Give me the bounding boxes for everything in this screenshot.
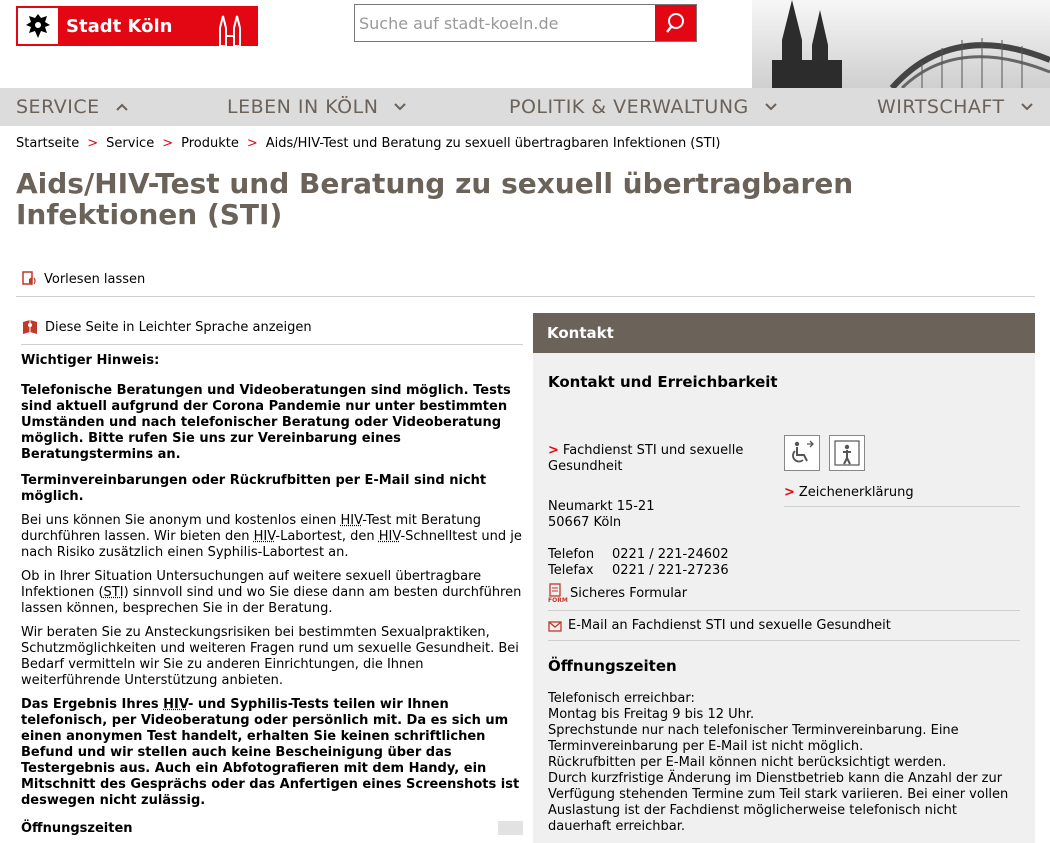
nav-item-leben-in-koeln[interactable] — [227, 88, 406, 126]
abbr-hiv: HIV — [340, 513, 363, 528]
kontakt-body — [548, 353, 1020, 834]
secure-form-label: Sicheres Formular — [570, 585, 688, 601]
search-icon — [665, 12, 687, 34]
chevron-up-icon — [116, 103, 128, 111]
envelope-icon — [548, 620, 562, 632]
city: 50667 Köln — [548, 515, 622, 530]
breadcrumb-service[interactable]: Service — [106, 136, 155, 151]
chevron-down-icon — [765, 103, 777, 111]
read-aloud-button[interactable] — [22, 271, 145, 287]
phone-number[interactable]: 0221 / 221-24602 — [612, 547, 729, 562]
accessibility-icons — [784, 435, 1020, 507]
phone-label: Telefon — [548, 547, 595, 562]
secure-form-link[interactable] — [548, 583, 1020, 611]
logo-text: Stadt Köln — [66, 15, 173, 37]
email-link[interactable] — [548, 618, 1020, 641]
nav-item-wirtschaft[interactable] — [877, 88, 1033, 126]
hours-line: Durch kurzfristige Änderung im Dienstbetrieb kann die Anzahl der zur Verfügung stehenden Termine zum Teil stark variieren. Bei einer vollen Auslastung ist der Fachdienst möglicherweise telefonisch nicht dauerhaft erreichbar. — [548, 771, 1009, 834]
notice-paragraph-1: Telefonische Beratungen und Videoberatungen sind möglich. Tests sind aktuell aufgrund der Corona Pandemie nur unter bestimmten Umständen und nach telefonischer Beratung oder Videoberatung möglich. Bitte rufen Sie uns zur Vereinbarung eines Beratungstermins an. — [21, 383, 511, 462]
oeffnungszeiten-heading: Öffnungszeiten — [548, 657, 677, 675]
address — [548, 499, 654, 531]
leichte-sprache-link[interactable] — [21, 318, 523, 345]
breadcrumb-startseite[interactable]: Startseite — [16, 136, 80, 151]
search-button[interactable] — [655, 5, 696, 41]
kontakt-title: Kontakt — [533, 313, 1035, 353]
page-title: Aids/HIV-Test und Beratung zu sexuell übertragbaren Infektionen (STI) — [16, 167, 854, 231]
hours-line: Sprechstunde nur nach telefonischer Terminvereinbarung. Eine Terminvereinbarung per E-Mail ist nicht möglich. — [548, 723, 959, 754]
breadcrumb-current: Aids/HIV-Test und Beratung zu sexuell übertragbaren Infektionen (STI) — [265, 136, 721, 151]
cathedral-logo-icon — [216, 16, 244, 46]
oeffnungszeiten-text — [548, 691, 1020, 835]
breadcrumb — [16, 136, 720, 151]
nav-label: SERVICE — [16, 96, 100, 118]
accordion-label: Öffnungszeiten — [21, 821, 133, 836]
chevron-right-icon: > — [784, 485, 795, 500]
fax-label: Telefax — [548, 563, 594, 578]
hours-line: Rückrufbitten per E-Mail können nicht berücksichtigt werden. — [548, 755, 947, 770]
divider — [16, 296, 1035, 297]
main-navigation — [0, 88, 1050, 126]
phone-block — [548, 547, 729, 579]
zeichenerklaerung-link[interactable] — [784, 485, 1020, 507]
nav-item-service[interactable] — [16, 88, 128, 126]
nav-label: LEBEN IN KÖLN — [227, 96, 379, 118]
search-box — [354, 4, 697, 42]
stadt-koeln-logo[interactable] — [16, 6, 258, 46]
main-content — [21, 318, 523, 836]
abbr-sti: STI — [103, 585, 124, 600]
street: Neumarkt 15-21 — [548, 499, 655, 514]
dept-link[interactable] — [548, 443, 768, 475]
hours-line: Telefonisch erreichbar: — [548, 691, 695, 706]
header-cathedral-image — [752, 0, 1050, 88]
breadcrumb-produkte[interactable]: Produkte — [181, 136, 239, 151]
form-icon — [548, 583, 568, 604]
paragraph-beratung: Wir beraten Sie zu Ansteckungsrisiken bei bestimmten Sexualpraktiken, Schutzmöglichkeiten und weiteren Fragen rund um sexuelle Gesundheit. Bei Bedarf vermitteln wir Sie zu anderen Einrichtungen, die Ihnen weiterführende Unterstützung anbieten. — [21, 625, 519, 688]
accordion-oeffnungszeiten[interactable] — [21, 821, 523, 836]
paragraph-sti: Ob in Ihrer Situation Untersuchungen auf weitere sexuell übertragbare Infektionen (STI) sinnvoll sind und wo Sie diese dann am besten durchführen lassen können, besprechen Sie in der Beratung. — [21, 569, 522, 616]
site-header — [0, 0, 1050, 88]
chevron-right-icon: > — [87, 136, 99, 151]
chevron-right-icon: > — [548, 443, 559, 458]
paragraph-hiv-test: Bei uns können Sie anonym und kostenlos einen HIV-Test mit Beratung durchführen lassen. Wir bieten den HIV-Labortest, den HIV-Schnelltest und je nach Risiko zusätzlich einen Syphilis-Labortest an. — [21, 513, 522, 560]
kontakt-info — [548, 373, 1020, 578]
speaker-icon — [22, 271, 38, 287]
chevron-right-icon: > — [246, 136, 258, 151]
elevator-person-icon[interactable] — [829, 435, 865, 471]
important-notice-label: Wichtiger Hinweis: — [21, 353, 160, 368]
accordion-toggle-button[interactable] — [498, 821, 523, 835]
abbr-hiv: HIV — [378, 529, 401, 544]
read-aloud-label: Vorlesen lassen — [44, 271, 146, 287]
nav-item-politik-verwaltung[interactable] — [509, 88, 777, 126]
notice-paragraph-2: Terminvereinbarungen oder Rückrufbitten per E-Mail sind nicht möglich. — [21, 473, 487, 504]
hours-line: Montag bis Freitag 9 bis 12 Uhr. — [548, 707, 755, 722]
svg-text:FORM: FORM — [548, 597, 568, 604]
dept-label: Fachdienst STI und sexuelle Gesundheit — [548, 443, 744, 474]
chevron-right-icon: > — [162, 136, 174, 151]
nav-label: WIRTSCHAFT — [877, 96, 1005, 118]
abbr-hiv: HIV — [253, 529, 276, 544]
search-input[interactable] — [355, 5, 655, 41]
abbr-hiv: HIV — [163, 697, 188, 712]
eagle-crest-icon — [16, 6, 60, 46]
nav-label: POLITIK & VERWALTUNG — [509, 96, 749, 118]
chevron-down-icon — [394, 103, 406, 111]
easy-language-book-icon — [21, 318, 39, 336]
kontakt-panel — [533, 313, 1035, 843]
fax-number: 0221 / 221-27236 — [612, 563, 729, 578]
kontakt-heading: Kontakt und Erreichbarkeit — [548, 373, 778, 391]
chevron-down-icon — [1021, 103, 1033, 111]
paragraph-ergebnis: Das Ergebnis Ihres HIV- und Syphilis-Tests teilen wir Ihnen telefonisch, per Videoberatung oder persönlich mit. Da es sich um einen anonymen Test handelt, erhalten Sie keinen schriftlichen Befund und wir stellen auch keine Bescheinigung über das Testergebnis aus. Auch ein Abfotografieren mit dem Handy, ein Mitschnitt des Gesprächs oder das Anfertigen eines Screenshots ist deswegen nicht zulässig. — [21, 697, 520, 808]
zeichenerklaerung-label: Zeichenerklärung — [798, 485, 914, 500]
wheelchair-access-icon[interactable] — [784, 435, 820, 471]
leichte-sprache-label: Diese Seite in Leichter Sprache anzeigen — [45, 319, 312, 335]
email-label: E-Mail an Fachdienst STI und sexuelle Gesundheit — [568, 618, 891, 633]
